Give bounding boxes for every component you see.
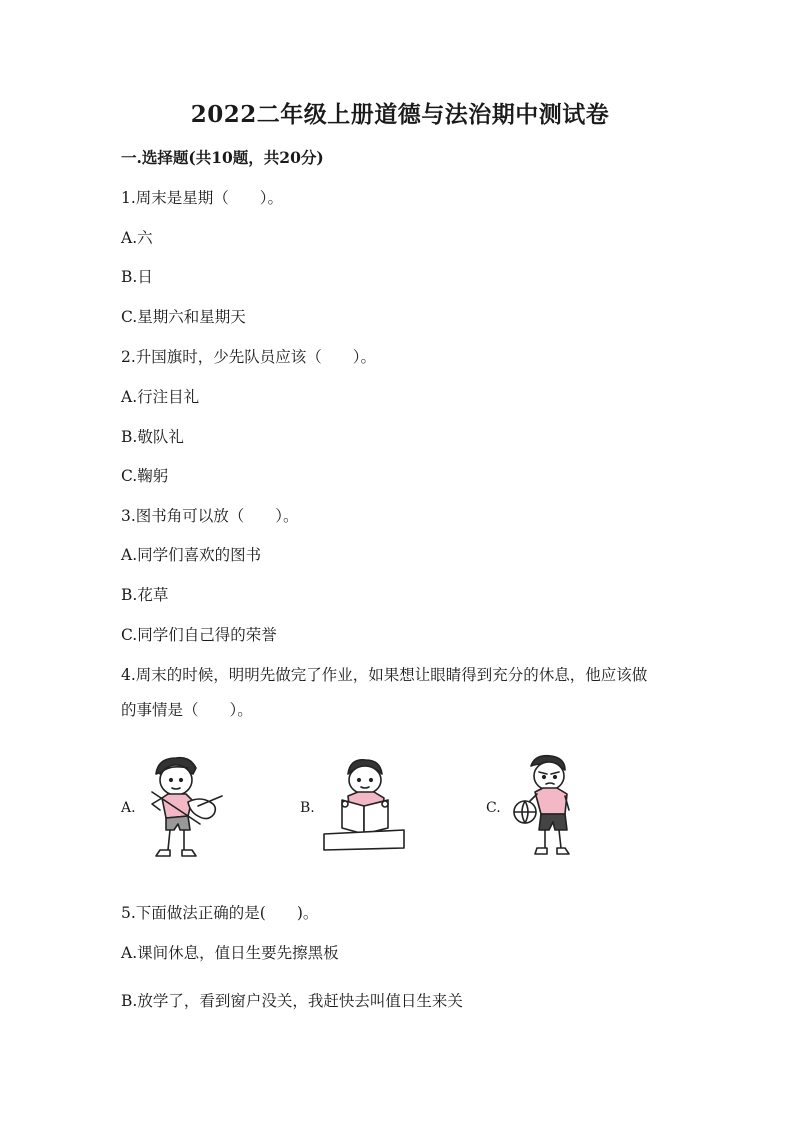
boy-bouncing-basketball-icon <box>505 752 579 864</box>
picture-label-a: A. <box>121 800 136 816</box>
boy-playing-violin-icon <box>138 752 233 864</box>
question-1-stem: 1.周末是星期（ ）。 <box>121 189 284 207</box>
question-5-stem: 5.下面做法正确的是( )。 <box>121 904 319 922</box>
question-2-stem: 2.升国旗时，少先队员应该（ ）。 <box>121 348 377 366</box>
question-4-stem-line-1: 4.周末的时候，明明先做完了作业，如果想让眼睛得到充分的休息，他应该做 <box>121 666 648 684</box>
question-3-option-c: C.同学们自己得的荣誉 <box>121 626 277 644</box>
picture-label-b: B. <box>300 800 315 816</box>
picture-label-c: C. <box>486 800 501 816</box>
question-2-option-c: C.鞠躬 <box>121 467 169 485</box>
question-5-option-b: B.放学了，看到窗户没关，我赶快去叫值日生来关 <box>121 992 463 1010</box>
question-3-option-a: A.同学们喜欢的图书 <box>121 546 262 564</box>
question-1-option-a: A.六 <box>121 229 153 247</box>
page-title: 2022二年级上册道德与法治期中测试卷 <box>190 101 610 128</box>
question-1-option-c: C.星期六和星期天 <box>121 308 246 326</box>
section-heading: 一.选择题(共10题，共20分) <box>121 148 324 167</box>
question-2-option-b: B.敬队礼 <box>121 428 184 446</box>
question-3-option-b: B.花草 <box>121 586 169 604</box>
boy-reading-book-icon <box>318 756 410 854</box>
question-1-option-b: B.日 <box>121 268 153 286</box>
question-5-option-a: A.课间休息，值日生要先擦黑板 <box>121 944 339 962</box>
question-4-stem-line-2: 的事情是（ ）。 <box>121 701 253 719</box>
question-3-stem: 3.图书角可以放（ ）。 <box>121 507 299 525</box>
question-2-option-a: A.行注目礼 <box>121 388 200 406</box>
